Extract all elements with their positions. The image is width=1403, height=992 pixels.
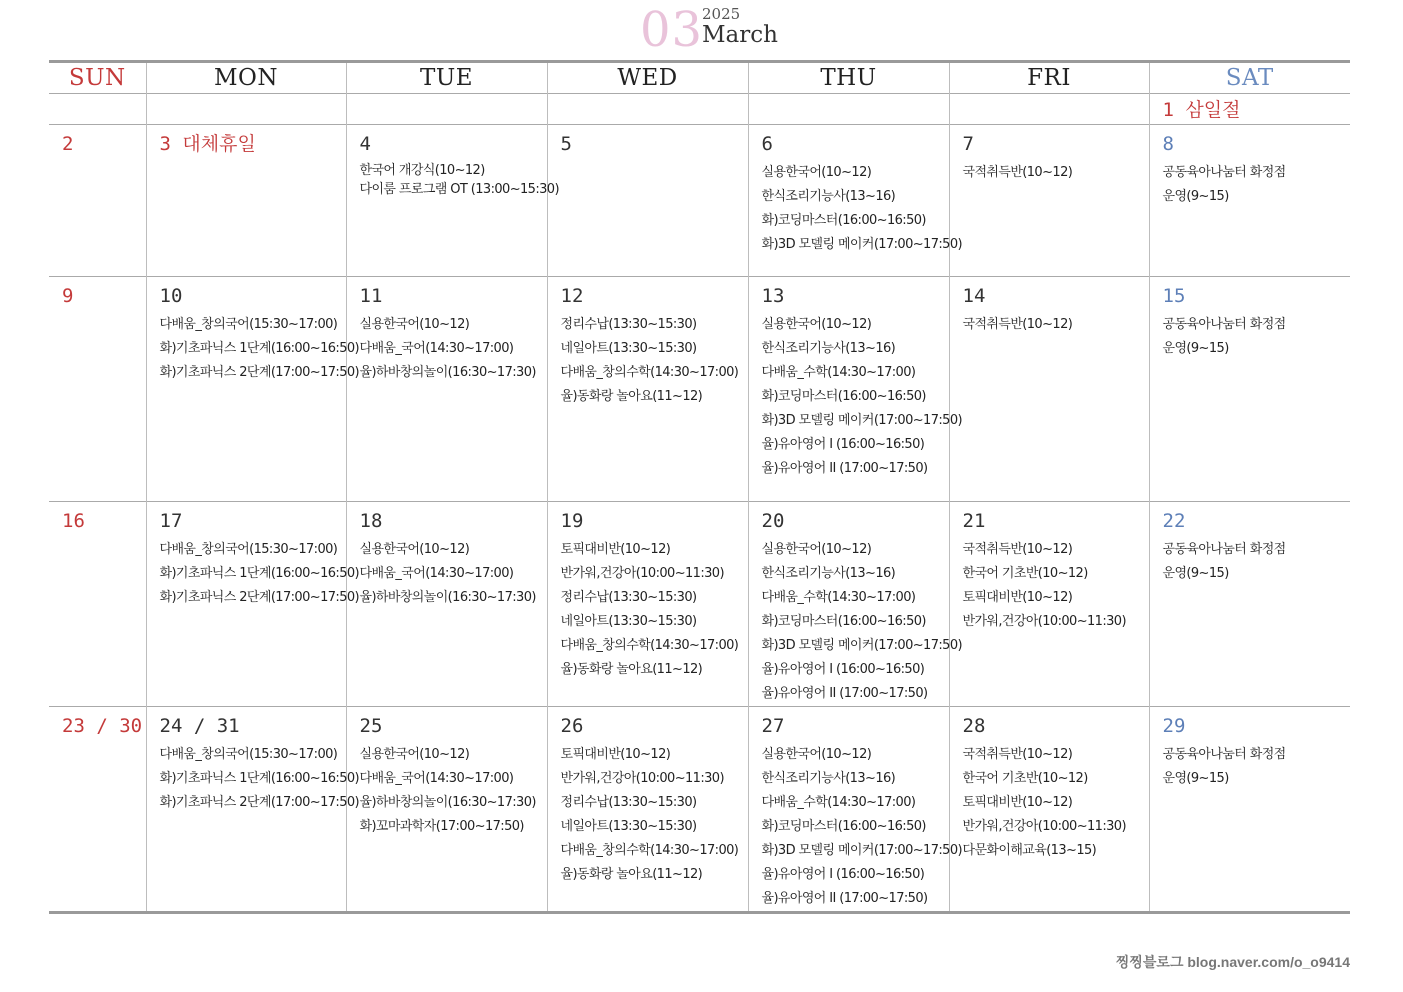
day-number: 18 xyxy=(359,510,383,532)
day-number: 11 xyxy=(359,285,383,307)
weekday-tue: TUE xyxy=(346,62,547,94)
day-cell-sat xyxy=(1149,707,1350,913)
holiday-cell-wed xyxy=(547,94,748,125)
event-item: 화)기초파닉스 2단계(17:00~17:50) xyxy=(159,795,360,810)
event-item: 한국어 기초반(10~12) xyxy=(962,771,1088,786)
event-item: 다배움_수학(14:30~17:00) xyxy=(761,795,916,810)
day-cell-wed xyxy=(547,707,748,913)
event-item: 다배움_수학(14:30~17:00) xyxy=(761,590,916,605)
day-cell-fri xyxy=(949,502,1149,707)
day-cell-mon xyxy=(146,707,360,913)
calendar-header xyxy=(0,2,1403,58)
event-list xyxy=(950,538,1149,634)
event-item: 네일아트(13:30~15:30) xyxy=(560,819,697,834)
holiday-row xyxy=(49,94,1350,125)
day-number: 9 xyxy=(62,285,74,307)
event-item: 화)코딩마스터(16:00~16:50) xyxy=(761,389,926,404)
day-number: 10 xyxy=(159,285,183,307)
event-item: 다배움_창의수학(14:30~17:00) xyxy=(560,843,739,858)
day-cell-sun xyxy=(49,502,146,707)
event-item: 다배움_국어(14:30~17:00) xyxy=(359,566,514,581)
event-list xyxy=(347,538,547,610)
event-item: 화)코딩마스터(16:00~16:50) xyxy=(761,614,926,629)
event-item: 토픽대비반(10~12) xyxy=(962,590,1073,605)
day-cell-tue xyxy=(346,502,547,707)
event-item: 실용한국어(10~12) xyxy=(359,542,470,557)
day-number: 25 xyxy=(359,715,383,737)
day-cell-wed xyxy=(547,502,748,707)
event-list xyxy=(548,538,748,682)
event-item: 실용한국어(10~12) xyxy=(761,317,872,332)
month-number: 03 xyxy=(640,2,704,58)
event-item: 다배움_창의국어(15:30~17:00) xyxy=(159,542,338,557)
event-item: 공동육아나눔터 화정점 xyxy=(1162,165,1286,180)
event-list xyxy=(548,313,748,409)
event-item: 다배움_국어(14:30~17:00) xyxy=(359,771,514,786)
event-item: 국적취득반(10~12) xyxy=(962,317,1073,332)
event-item: 다배움_창의국어(15:30~17:00) xyxy=(159,747,338,762)
event-item: 율)동화랑 놀아요(11~12) xyxy=(560,389,703,404)
event-item: 네일아트(13:30~15:30) xyxy=(560,614,697,629)
event-list xyxy=(147,743,360,815)
day-number: 8 xyxy=(1162,133,1174,155)
event-list xyxy=(950,161,1149,185)
holiday-cell-fri xyxy=(949,94,1149,125)
event-list xyxy=(749,538,962,706)
event-list xyxy=(1150,743,1351,791)
event-item: 반가워,건강아(10:00~11:30) xyxy=(962,614,1126,629)
year-label: 2025 xyxy=(702,5,741,23)
event-item: 토픽대비반(10~12) xyxy=(560,542,671,557)
day-number: 3 대체휴일 xyxy=(159,133,256,155)
event-item: 율)유아영어 II (17:00~17:50) xyxy=(761,686,928,701)
day-number: 29 xyxy=(1162,715,1186,737)
event-item: 한식조리기능사(13~16) xyxy=(761,341,896,356)
day-number: 28 xyxy=(962,715,986,737)
event-item: 운영(9~15) xyxy=(1162,189,1229,204)
event-item: 화)기초파닉스 2단계(17:00~17:50) xyxy=(159,365,360,380)
event-item: 율)동화랑 놀아요(11~12) xyxy=(560,867,703,882)
holiday-cell-sun xyxy=(49,94,146,125)
day-cell-fri xyxy=(949,277,1149,502)
event-item: 다배움_국어(14:30~17:00) xyxy=(359,341,514,356)
day-cell-fri xyxy=(949,125,1149,277)
day-number: 13 xyxy=(761,285,785,307)
day-cell-mon xyxy=(146,277,360,502)
event-item: 화)코딩마스터(16:00~16:50) xyxy=(761,213,926,228)
month-name: March xyxy=(702,22,778,48)
event-item: 율)유아영어 I (16:00~16:50) xyxy=(761,437,925,452)
day-number: 23 / 30 xyxy=(62,715,143,737)
day-number: 6 xyxy=(761,133,773,155)
day-cell-thu xyxy=(748,502,962,707)
day-cell-sun xyxy=(49,707,146,913)
event-item: 운영(9~15) xyxy=(1162,566,1229,581)
day-number: 15 xyxy=(1162,285,1186,307)
day-number: 5 xyxy=(560,133,572,155)
event-item: 화)꼬마과학자(17:00~17:50) xyxy=(359,819,524,834)
event-item: 공동육아나눔터 화정점 xyxy=(1162,317,1286,332)
day-number: 12 xyxy=(560,285,584,307)
event-item: 율)하바창의놀이(16:30~17:30) xyxy=(359,365,536,380)
day-number: 14 xyxy=(962,285,986,307)
event-item: 다배움_창의수학(14:30~17:00) xyxy=(560,365,739,380)
day-number: 19 xyxy=(560,510,584,532)
event-item: 한식조리기능사(13~16) xyxy=(761,771,896,786)
day-cell-mon xyxy=(146,125,346,277)
event-item: 토픽대비반(10~12) xyxy=(560,747,671,762)
day-number: 26 xyxy=(560,715,584,737)
event-item: 실용한국어(10~12) xyxy=(761,165,872,180)
day-number: 17 xyxy=(159,510,183,532)
event-list xyxy=(1150,313,1351,361)
day-cell-sun xyxy=(49,277,146,502)
week-row xyxy=(49,125,1350,277)
week-row xyxy=(49,277,1350,502)
day-cell-thu xyxy=(748,277,962,502)
event-item: 화)기초파닉스 1단계(16:00~16:50) xyxy=(159,566,360,581)
day-cell-tue xyxy=(346,707,547,913)
event-list xyxy=(950,313,1149,337)
event-list xyxy=(1150,161,1351,209)
week-row xyxy=(49,707,1350,913)
event-item: 실용한국어(10~12) xyxy=(359,317,470,332)
event-item: 국적취득반(10~12) xyxy=(962,747,1073,762)
holiday-cell-sat xyxy=(1149,94,1350,125)
day-number: 22 xyxy=(1162,510,1186,532)
day-number: 27 xyxy=(761,715,785,737)
event-item: 한식조리기능사(13~16) xyxy=(761,189,896,204)
day-number: 16 xyxy=(62,510,85,532)
event-item: 반가워,건강아(10:00~11:30) xyxy=(560,771,724,786)
day-cell-wed xyxy=(547,277,748,502)
event-item: 공동육아나눔터 화정점 xyxy=(1162,747,1286,762)
event-item: 율)동화랑 놀아요(11~12) xyxy=(560,662,703,677)
event-list xyxy=(548,743,748,887)
event-item: 국적취득반(10~12) xyxy=(962,165,1073,180)
event-list xyxy=(147,538,360,610)
event-item: 한식조리기능사(13~16) xyxy=(761,566,896,581)
event-item: 실용한국어(10~12) xyxy=(761,542,872,557)
event-item: 운영(9~15) xyxy=(1162,341,1229,356)
holiday-cell-thu xyxy=(748,94,949,125)
day-cell-wed xyxy=(547,125,748,277)
day-cell-tue xyxy=(346,125,559,277)
footer-credit: 찡찡블로그 blog.naver.com/o_o9414 xyxy=(1115,954,1350,970)
weekday-sun: SUN xyxy=(49,62,146,94)
event-item: 운영(9~15) xyxy=(1162,771,1229,786)
event-list xyxy=(347,161,559,199)
day-cell-sat xyxy=(1149,502,1350,707)
event-item: 화)3D 모델링 메이커(17:00~17:50) xyxy=(761,237,962,252)
day-cell-sun xyxy=(49,125,146,277)
event-list xyxy=(347,313,547,385)
event-item: 율)유아영어 II (17:00~17:50) xyxy=(761,891,928,906)
day-number: 21 xyxy=(962,510,986,532)
event-item: 율)유아영어 I (16:00~16:50) xyxy=(761,662,925,677)
event-item: 토픽대비반(10~12) xyxy=(962,795,1073,810)
day-cell-sat xyxy=(1149,277,1350,502)
event-item: 정리수납(13:30~15:30) xyxy=(560,317,697,332)
event-item: 화)3D 모델링 메이커(17:00~17:50) xyxy=(761,843,962,858)
day-number: 2 xyxy=(62,133,74,155)
holiday-cell-mon xyxy=(146,94,346,125)
event-item: 정리수납(13:30~15:30) xyxy=(560,795,697,810)
weekday-thu: THU xyxy=(748,62,949,94)
weekday-header-row xyxy=(49,62,1350,94)
day-number: 7 xyxy=(962,133,974,155)
event-item: 반가워,건강아(10:00~11:30) xyxy=(962,819,1126,834)
day-cell-mon xyxy=(146,502,360,707)
event-list xyxy=(950,743,1149,863)
event-item: 한국어 개강식(10~12) xyxy=(359,163,485,178)
weekday-sat: SAT xyxy=(1225,65,1274,91)
calendar-grid xyxy=(49,60,1350,914)
event-item: 화)기초파닉스 2단계(17:00~17:50) xyxy=(159,590,360,605)
event-list xyxy=(347,743,547,839)
day-cell-thu xyxy=(748,125,962,277)
event-item: 실용한국어(10~12) xyxy=(761,747,872,762)
holiday-label: 1 삼일절 xyxy=(1162,99,1241,121)
event-list xyxy=(147,313,360,385)
day-cell-fri xyxy=(949,707,1149,913)
event-list xyxy=(749,743,962,911)
event-item: 반가워,건강아(10:00~11:30) xyxy=(560,566,724,581)
event-item: 다문화이해교육(13~15) xyxy=(962,843,1097,858)
event-item: 정리수납(13:30~15:30) xyxy=(560,590,697,605)
event-item: 공동육아나눔터 화정점 xyxy=(1162,542,1286,557)
event-item: 국적취득반(10~12) xyxy=(962,542,1073,557)
event-item: 화)기초파닉스 1단계(16:00~16:50) xyxy=(159,771,360,786)
event-item: 한국어 기초반(10~12) xyxy=(962,566,1088,581)
weekday-mon: MON xyxy=(146,62,346,94)
event-item: 율)하바창의놀이(16:30~17:30) xyxy=(359,795,536,810)
event-item: 율)하바창의놀이(16:30~17:30) xyxy=(359,590,536,605)
event-item: 다배움_창의국어(15:30~17:00) xyxy=(159,317,338,332)
event-item: 율)유아영어 I (16:00~16:50) xyxy=(761,867,925,882)
event-item: 실용한국어(10~12) xyxy=(359,747,470,762)
day-number: 4 xyxy=(359,133,371,155)
event-item: 율)유아영어 II (17:00~17:50) xyxy=(761,461,928,476)
day-cell-tue xyxy=(346,277,547,502)
day-number: 20 xyxy=(761,510,785,532)
week-row xyxy=(49,502,1350,707)
holiday-cell-tue xyxy=(346,94,547,125)
day-cell-thu xyxy=(748,707,962,913)
day-number: 24 / 31 xyxy=(159,715,240,737)
event-item: 화)3D 모델링 메이커(17:00~17:50) xyxy=(761,413,962,428)
day-cell-sat xyxy=(1149,125,1350,277)
event-list xyxy=(1150,538,1351,586)
event-item: 화)3D 모델링 메이커(17:00~17:50) xyxy=(761,638,962,653)
weekday-fri: FRI xyxy=(949,62,1149,94)
event-item: 다배움_창의수학(14:30~17:00) xyxy=(560,638,739,653)
event-item: 네일아트(13:30~15:30) xyxy=(560,341,697,356)
event-item: 화)기초파닉스 1단계(16:00~16:50) xyxy=(159,341,360,356)
event-item: 다배움_수학(14:30~17:00) xyxy=(761,365,916,380)
event-item: 다이룸 프로그램 OT (13:00~15:30) xyxy=(359,182,559,197)
weekday-wed: WED xyxy=(547,62,748,94)
event-list xyxy=(749,313,962,481)
event-list xyxy=(749,161,962,257)
event-item: 화)코딩마스터(16:00~16:50) xyxy=(761,819,926,834)
